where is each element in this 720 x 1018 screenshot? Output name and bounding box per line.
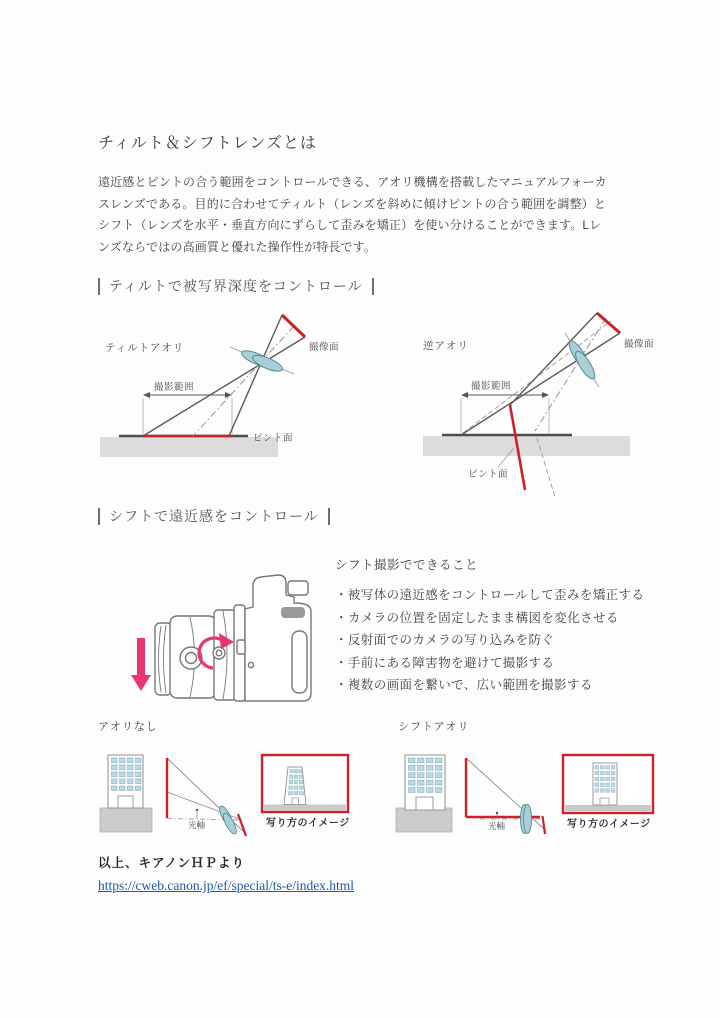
intro-line: ンズならではの高画質と優れた操作性が特長です。 xyxy=(98,239,377,254)
benefit-item: ・複数の画面を繋いで、広い範囲を撮影する xyxy=(335,678,593,693)
benefits-title: シフト撮影でできること xyxy=(335,558,479,572)
straight-building-icon xyxy=(593,763,617,805)
comparison-label-shift-aori: シフトアオリ xyxy=(398,721,470,733)
shift-aori-diagram xyxy=(395,748,685,844)
reverse-aori-diagram xyxy=(385,305,675,505)
focus-plane-label: ピント面 xyxy=(253,433,294,444)
image-plane-line xyxy=(238,814,246,836)
focus-plane-label: ピント面 xyxy=(468,469,509,480)
page-title: チィルト＆シフトレンズとは xyxy=(98,135,317,152)
range-label: 撮影範囲 xyxy=(154,382,195,393)
no-aori-diagram xyxy=(95,748,385,844)
distorted-building-icon xyxy=(284,767,306,805)
comparison-label-no-aori: アオリなし xyxy=(98,721,158,733)
building-icon xyxy=(108,755,143,808)
tilted-lens-icon xyxy=(240,348,285,375)
viewfinder-eyepiece xyxy=(288,581,308,595)
tilted-lens-icon xyxy=(566,339,598,382)
ground xyxy=(100,437,278,457)
optical-axis-label: 光軸 xyxy=(188,820,206,830)
diagram-name: ティルトアオリ xyxy=(105,342,185,354)
benefit-item: ・被写体の遠近感をコントロールして歪みを矯正する xyxy=(335,588,645,602)
frame-caption: 写り方のイメージ xyxy=(567,819,651,830)
diagram-name: 逆アオリ xyxy=(423,340,469,352)
heading-bar-right xyxy=(328,508,330,525)
tilt-section-heading xyxy=(98,276,374,296)
heading-bar-left xyxy=(98,508,100,525)
lens-icon xyxy=(521,805,532,834)
frame-ground xyxy=(264,805,346,811)
light-ray xyxy=(229,315,282,436)
image-plane-line xyxy=(597,313,620,333)
source-link-wrap xyxy=(98,878,354,894)
benefit-item: ・手前にある障害物を避けて撮影する xyxy=(335,655,555,670)
ground xyxy=(423,436,630,456)
image-plane-line xyxy=(282,315,305,337)
heading-bar-right xyxy=(372,278,374,295)
benefit-item: ・反射面でのカメラの写り込みを防ぐ xyxy=(335,633,555,648)
optical-axis-line xyxy=(535,318,606,431)
intro-line: 遠近感とピントの合う範囲をコントロールできる、アオリ機構を搭載したマニュアルフォーカ xyxy=(98,175,607,189)
intro-line: スレンズである。目的に合わせてティルト（レンズを斜めに傾けピントの合う範囲を調整）と xyxy=(98,196,607,211)
benefit-item: ・カメラの位置を固定したまま構図を変化させる xyxy=(335,610,619,625)
building-base xyxy=(396,808,452,832)
benefits-list xyxy=(335,584,644,697)
heading-bar-left xyxy=(98,278,100,295)
range-label: 撮影範囲 xyxy=(471,381,512,392)
image-plane-label: 撮像面 xyxy=(624,339,655,350)
image-plane-line xyxy=(543,816,546,834)
intro-paragraph xyxy=(98,172,607,258)
shift-heading-text: シフトで遠近感をコントロール xyxy=(109,508,319,524)
shift-section-heading xyxy=(98,506,330,526)
camera-illustration xyxy=(95,545,330,710)
image-plane-label: 撮像面 xyxy=(309,342,340,353)
optical-axis-label: 光軸 xyxy=(488,821,506,831)
frame-caption: 写り方のイメージ xyxy=(266,818,350,829)
intro-line: シフト（レンズを水平・垂直方向にずらして歪みを矯正）を使い分けることができます。Lレ xyxy=(98,218,602,232)
frame-ground xyxy=(565,805,651,811)
source-url-link[interactable]: https://cweb.canon.jp/ef/special/ts-e/index.html xyxy=(98,878,355,893)
tilt-heading-text: ティルトで被写界深度をコントロール xyxy=(109,278,363,294)
optical-axis-line xyxy=(193,326,294,436)
building-icon xyxy=(405,755,445,810)
building-base xyxy=(100,808,152,832)
source-note: 以上、キアノンＨＰより xyxy=(98,856,246,870)
camera-body xyxy=(237,575,311,701)
shift-down-arrow-icon xyxy=(131,638,151,691)
tilt-aori-diagram xyxy=(90,310,375,500)
